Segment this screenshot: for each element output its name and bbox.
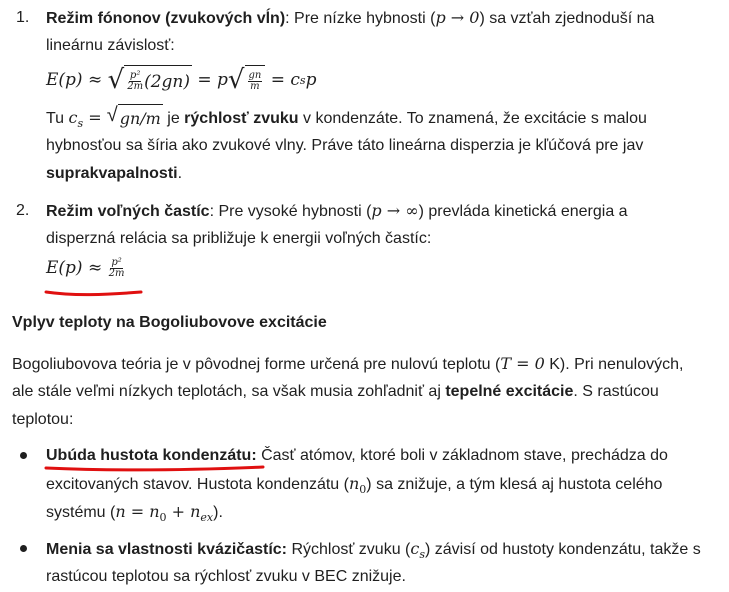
formula-free-particle: E(p) ≈ $\frac{\text{p²}}{2m}$ (46, 256, 125, 279)
para-line1: Bogoliubovova teória je v pôvodnej forme určená pre nulovú teplotu (T = 0 K). Pri nenulových, (12, 354, 684, 373)
formula-inner: (2gn) (144, 71, 190, 92)
formula-phonon: E(p) ≈ √ $\frac{\text{p²}}{2m}$ (2gn) = p √ $\frac{gn}{m}$ = c s p (46, 65, 317, 95)
item1-para-line2: hybnosťou sa šíria ako zvukové vlny. Práve táto lineárna disperzia je kľúčová pre jav (46, 137, 644, 154)
section-heading: Vplyv teploty na Bogoliubovove excitácie (12, 314, 327, 331)
formula-rhs: = c (270, 70, 300, 90)
item1-title: Režim fónonov (zvukových vĺn) (46, 10, 286, 27)
bullet2-line1: Menia sa vlastnosti kvázičastíc: Rýchlosť zvuku $(c_s)$ závisí od hustoty kondenzátu, takže s (46, 539, 701, 562)
para-line3: teplotou: (12, 411, 74, 428)
item1-line2: lineárnu závislosť: (46, 37, 175, 54)
item2-title: Režim voľných častíc (46, 203, 210, 220)
list-number-2: 2. (16, 202, 30, 219)
item1-para-line1: Tu $c_s$ = √ gn/m je rýchlosť zvuku v kondenzáte. To znamená, že excitácie s malou (46, 104, 647, 138)
item1-text2: ) sa vzťah zjednoduší na (479, 10, 655, 27)
bullet1-line1: Ubúda hustota kondenzátu: Časť atómov, ktoré boli v základnom stave, prechádza do (46, 447, 668, 464)
bullet-dot-2 (20, 545, 27, 552)
item2-line2: disperzná relácia sa približuje k energii voľných častíc: (46, 230, 432, 247)
item1-text1: : Pre nízke hybnosti ( (285, 10, 436, 27)
item1-para-line3: suprakvapalnosti. (46, 165, 183, 182)
bullet1-line2: excitovaných stavov. Hustota kondenzátu $(n_0)$ sa znižuje, a tým klesá aj hustota celého (46, 474, 663, 497)
item1-line1 (46, 4, 654, 33)
sqrt-expression-2: √ $\frac{gn}{m}$ (228, 65, 265, 95)
formula-mid: = p (197, 70, 228, 90)
bullet-dot-1 (20, 452, 27, 459)
list-number-1: 1. (16, 9, 30, 26)
bullet2-line2: rastúcou teplotou sa rýchlosť zvuku v BEC znižuje. (46, 568, 406, 585)
fraction: $\frac{\text{p²}}{2m}$ (127, 70, 144, 92)
para-line2: ale stále veľmi nízkych teplotách, sa však musia zohľadniť aj tepelné excitácie. S rastúcou (12, 383, 659, 400)
formula-lhs: E(p) ≈ (46, 70, 103, 90)
item2-line1: Režim voľných častíc: Pre vysoké hybnosti (p → ∞) prevláda kinetická energia a (46, 201, 628, 220)
red-underline-annotation (44, 284, 144, 300)
item1-condition: p → 0 (435, 8, 480, 27)
sqrt-expression: √ $\frac{\text{p²}}{2m}$ (2gn) (107, 65, 190, 95)
bullet1-line3: systému $(n = n_0 + n_{ex})$. (46, 502, 223, 525)
